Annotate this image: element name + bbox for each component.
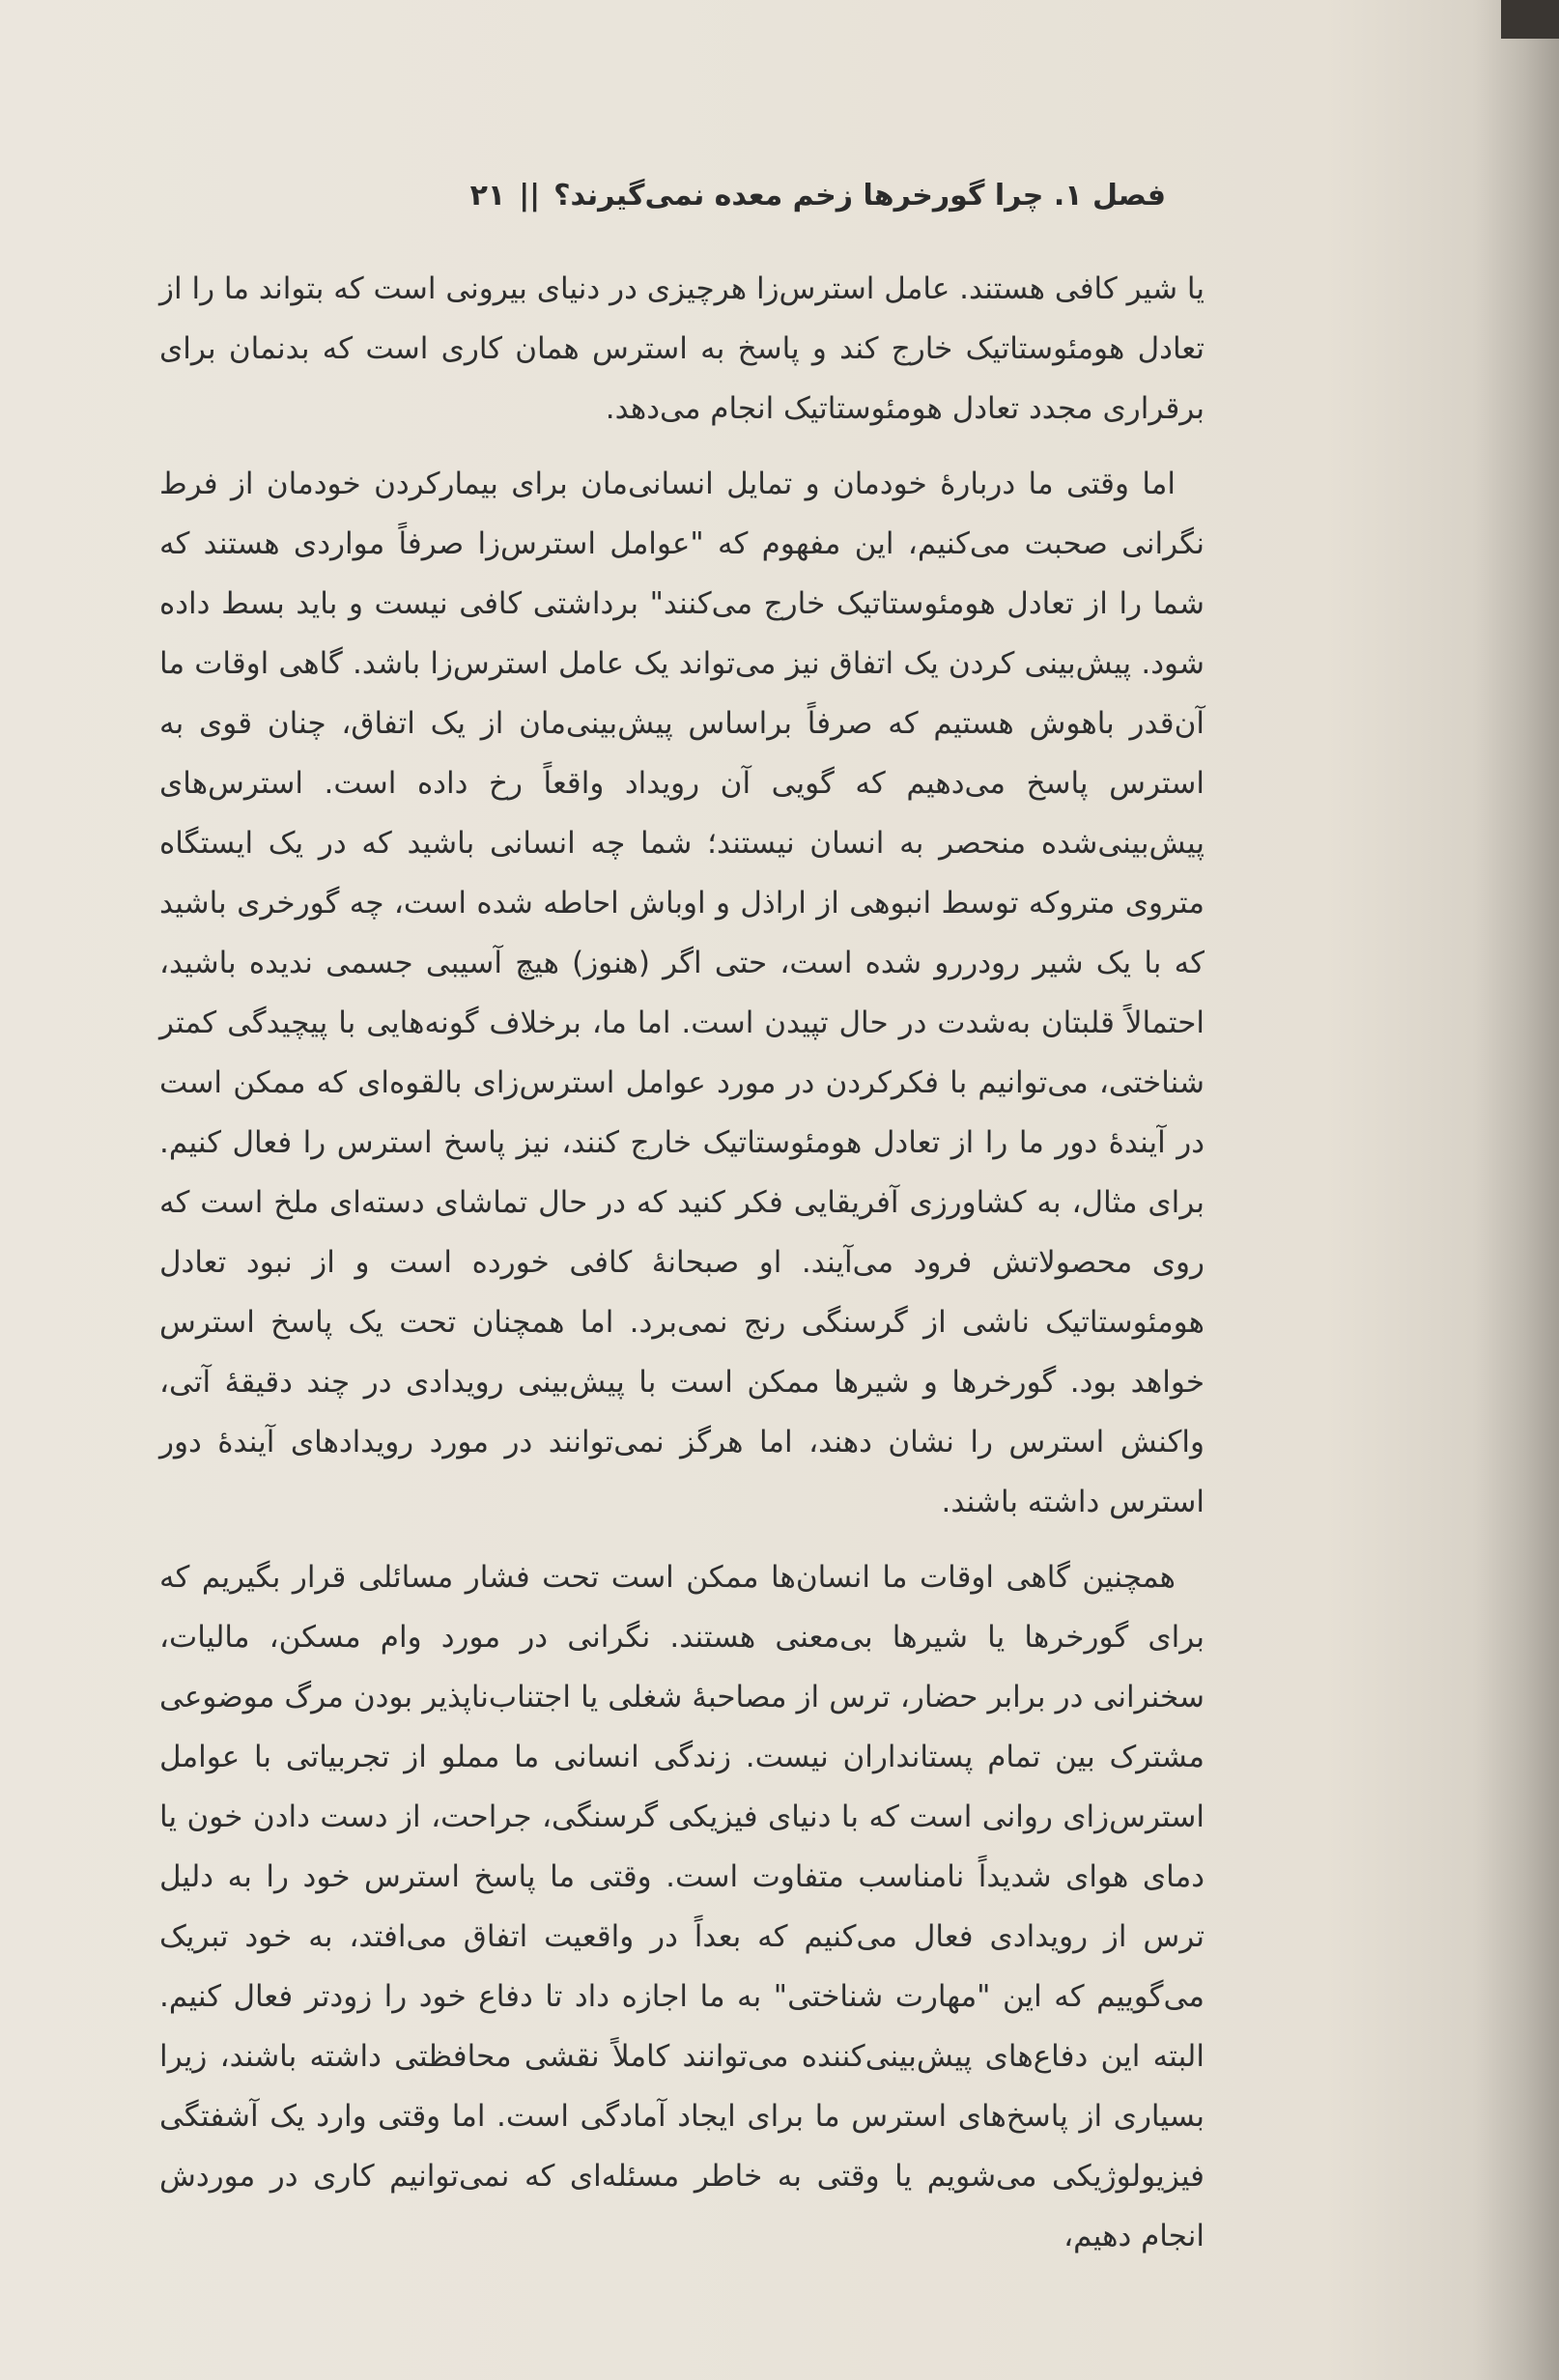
spine-shadow (1472, 0, 1559, 2380)
body-text (159, 259, 1205, 2281)
paragraph-3: همچنین گاهی اوقات ما انسان‌ها ممکن است تحت فشار مسائلی قرار بگیریم که برای گورخرها یا شیرها بی‌معنی هستند. نگرانی در مورد وام مسکن، مالیات، سخنرانی در برابر حضار، ترس از مصاحبهٔ شغلی یا اجتناب‌ناپذیر بودن مرگ موضوعی مشترک بین تمام پستانداران نیست. زندگی انسانی ما مملو از تجربیاتی با عوامل استرس‌زای روانی است که با دنیای فیزیکی گرسنگی، جراحت، از دست دادن خون یا دمای هوای شدیداً نامناسب متفاوت است. وقتی ما پاسخ استرس خود را به دلیل ترس از رویدادی فعال می‌کنیم که بعداً در واقعیت اتفاق می‌افتد، به خود تبریک می‌گوییم که این "مهارت شناختی" به ما اجازه داد تا دفاع خود را زودتر فعال کنیم. البته این دفاع‌های پیش‌بینی‌کننده می‌توانند کاملاً نقشی محافظتی داشته باشند، زیرا بسیاری از پاسخ‌های استرس ما برای ایجاد آمادگی است. اما وقتی وارد یک آشفتگی فیزیولوژیکی می‌شویم یا وقتی به خاطر مسئله‌ای که نمی‌توانیم کاری در موردش انجام دهیم، (159, 1560, 1205, 2253)
page-corner (1501, 0, 1559, 39)
paragraph-1: یا شیر کافی هستند. عامل استرس‌زا هرچیزی در دنیای بیرونی است که بتواند ما را از تعادل هومئوستاتیک خارج کند و پاسخ به استرس همان کاری است که بدنمان برای برقراری مجدد تعادل هومئوستاتیک انجام می‌دهد. (159, 271, 1205, 426)
paragraph-2: اما وقتی ما دربارهٔ خودمان و تمایل انسانی‌مان برای بیمارکردن خودمان از فرط نگرانی صحبت می‌کنیم، این مفهوم که "عوامل استرس‌زا صرفاً مواردی هستند که شما را از تعادل هومئوستاتیک خارج می‌کنند" برداشتی کافی نیست و باید بسط داده شود. پیش‌بینی کردن یک اتفاق نیز می‌تواند یک عامل استرس‌زا باشد. گاهی اوقات ما آن‌قدر باهوش هستیم که صرفاً براساس پیش‌بینی‌مان از یک اتفاق، چنان قوی به استرس پاسخ می‌دهیم که گویی آن رویداد واقعاً رخ داده است. استرس‌های پیش‌بینی‌شده منحصر به انسان نیستند؛ شما چه انسانی باشید که در یک ایستگاه متروی متروکه توسط انبوهی از اراذل و اوباش احاطه شده است، چه گورخری باشید که با یک شیر رودررو شده است، حتی اگر (هنوز) هیچ آسیبی جسمی ندیده باشید، احتمالاً قلبتان به‌شدت در حال تپیدن است. اما ما، برخلاف گونه‌هایی با پیچیدگی کمتر شناختی، می‌توانیم با فکرکردن در مورد عوامل استرس‌زای بالقوه‌ای که ممکن است در آیندهٔ دور ما را از تعادل هومئوستاتیک خارج کنند، نیز پاسخ استرس را فعال کنیم. برای مثال، به کشاورزی آفریقایی فکر کنید که در حال تماشای دسته‌ای ملخ است که روی محصولاتش فرود می‌آیند. او صبحانهٔ کافی خورده است و از نبود تعادل هومئوستاتیک ناشی از گرسنگی رنج نمی‌برد. اما همچنان تحت یک پاسخ استرس خواهد بود. گورخرها و شیرها ممکن است با پیش‌بینی رویدادی در چند دقیقهٔ آتی، واکنش استرس را نشان دهند، اما هرگز نمی‌توانند در مورد رویدادهای آیندهٔ دور استرس داشته باشند. (159, 467, 1205, 1519)
page-number: ۲۱ (469, 179, 506, 212)
chapter-title: فصل ۱. چرا گورخرها زخم معده نمی‌گیرند؟ (553, 179, 1166, 212)
running-header (161, 179, 1166, 212)
header-separator: || (519, 179, 541, 212)
